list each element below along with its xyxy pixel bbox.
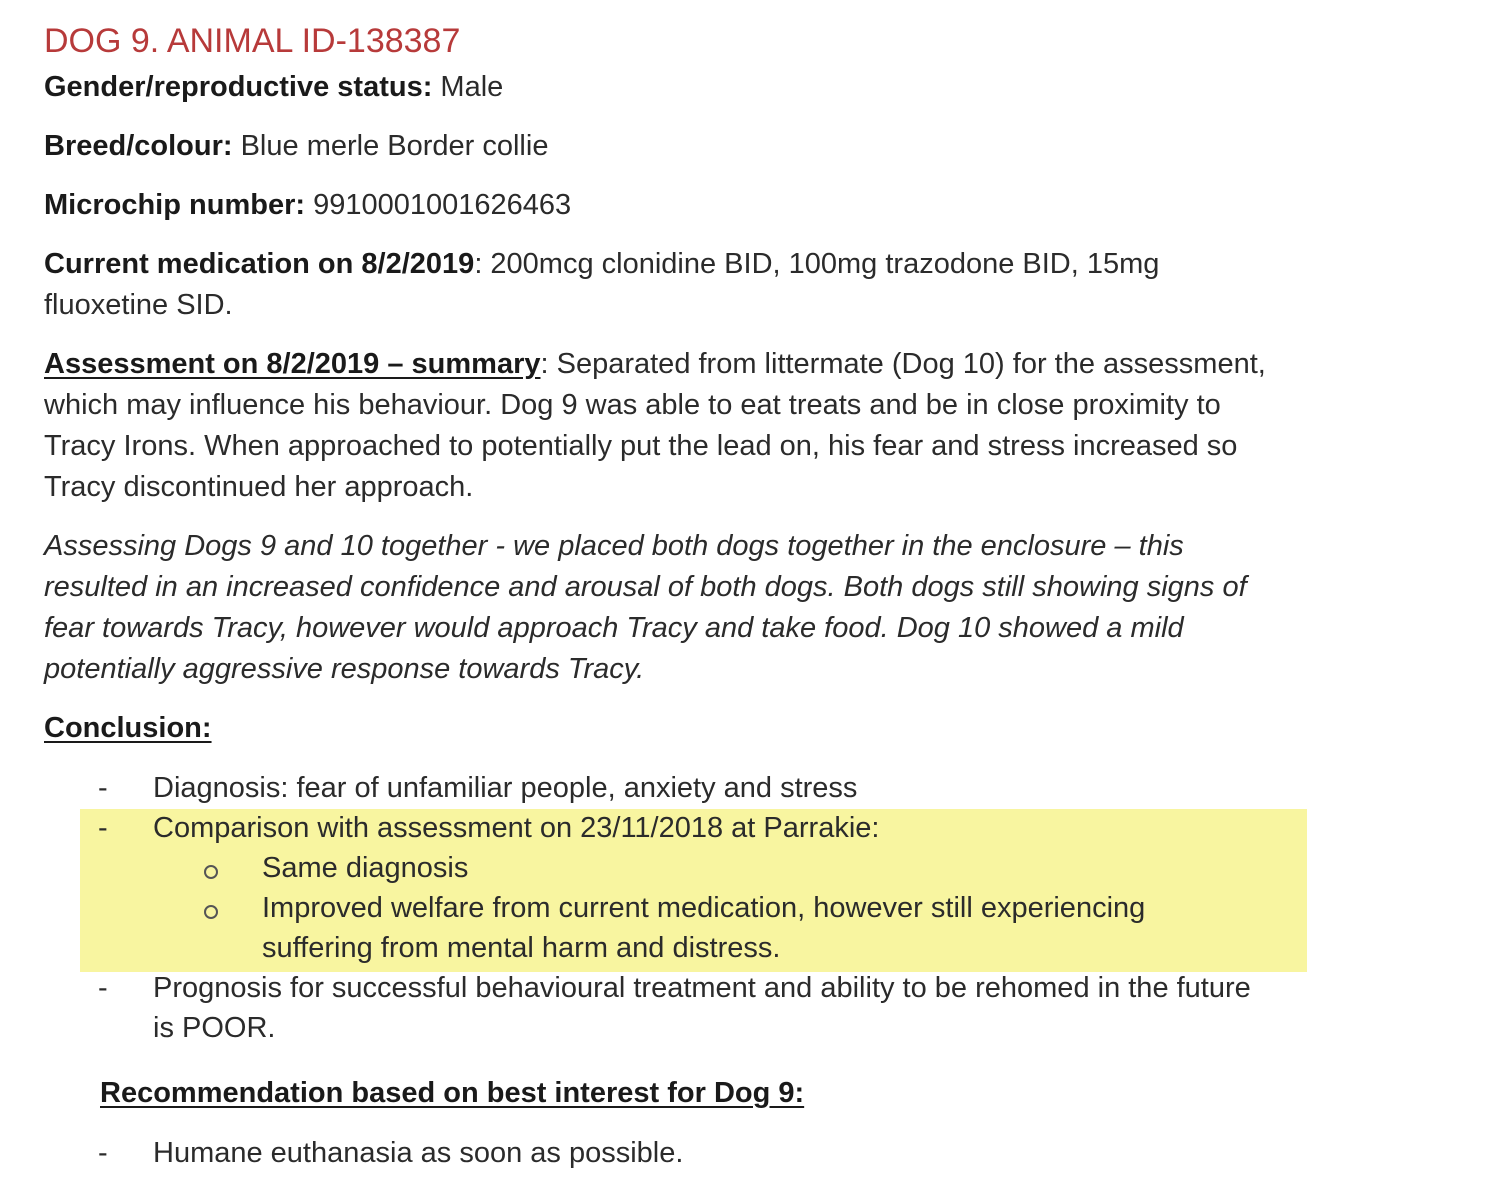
recommendation-heading: Recommendation based on best interest for Dog 9: <box>100 1077 805 1109</box>
gender-label: Gender/reproductive status: <box>44 71 433 103</box>
together-line-3: fear towards Tracy, however would approach Tracy and take food. Dog 10 showed a mild <box>44 612 1184 644</box>
breed-label: Breed/colour: <box>44 130 233 162</box>
assessment-line-3: Tracy Irons. When approached to potentially put the lead on, his fear and stress increased so <box>44 430 1238 462</box>
assessment-line-4: Tracy discontinued her approach. <box>44 471 474 503</box>
comparison-improved-welfare-line-2: suffering from mental harm and distress. <box>262 932 781 964</box>
assessment-text-1: : Separated from littermate (Dog 10) for the assessment, <box>540 348 1266 380</box>
medication-row-continued: fluoxetine SID. <box>44 289 233 321</box>
microchip-value: 9910001001626463 <box>305 189 572 221</box>
breed-value: Blue merle Border collie <box>232 130 549 162</box>
conclusion-diagnosis: Diagnosis: fear of unfamiliar people, anxiety and stress <box>153 772 858 804</box>
conclusion-prognosis-line-1: Prognosis for successful behavioural treatment and ability to be rehomed in the future <box>153 972 1251 1004</box>
document-title: DOG 9. ANIMAL ID-138387 <box>44 22 461 60</box>
together-line-4: potentially aggressive response towards Tracy. <box>44 653 645 685</box>
assessment-line-1 <box>44 344 1266 385</box>
breed-row <box>44 126 548 167</box>
assessment-line-2: which may influence his behaviour. Dog 9 was able to eat treats and be in close proximity to <box>44 389 1221 421</box>
medication-value: : 200mcg clonidine BID, 100mg trazodone BID, 15mg <box>474 248 1160 280</box>
bullet-dash-comparison: - <box>98 812 108 844</box>
gender-row <box>44 67 503 108</box>
assessment-heading: Assessment on 8/2/2019 – summary <box>44 348 541 380</box>
conclusion-heading: Conclusion: <box>44 712 212 744</box>
microchip-row <box>44 185 571 226</box>
microchip-label: Microchip number: <box>44 189 306 221</box>
medication-label: Current medication on 8/2/2019 <box>44 248 475 280</box>
together-line-2: resulted in an increased confidence and arousal of both dogs. Both dogs still showing signs of <box>44 571 1247 603</box>
comparison-same-diagnosis: Same diagnosis <box>262 852 469 884</box>
comparison-improved-welfare-line-1: Improved welfare from current medication, however still experiencing <box>262 892 1146 924</box>
bullet-dash-prognosis: - <box>98 972 108 1004</box>
bullet-dash-diagnosis: - <box>98 772 108 804</box>
conclusion-comparison: Comparison with assessment on 23/11/2018 at Parrakie: <box>153 812 880 844</box>
recommendation-item: Humane euthanasia as soon as possible. <box>153 1137 684 1169</box>
conclusion-prognosis-line-2: is POOR. <box>153 1012 276 1044</box>
bullet-dash-recommendation: - <box>98 1137 108 1169</box>
circle-bullet-icon <box>204 905 218 919</box>
medication-row <box>44 244 1159 285</box>
gender-value: Male <box>432 71 504 103</box>
circle-bullet-icon <box>204 865 218 879</box>
together-line-1: Assessing Dogs 9 and 10 together - we placed both dogs together in the enclosure – this <box>44 530 1184 562</box>
